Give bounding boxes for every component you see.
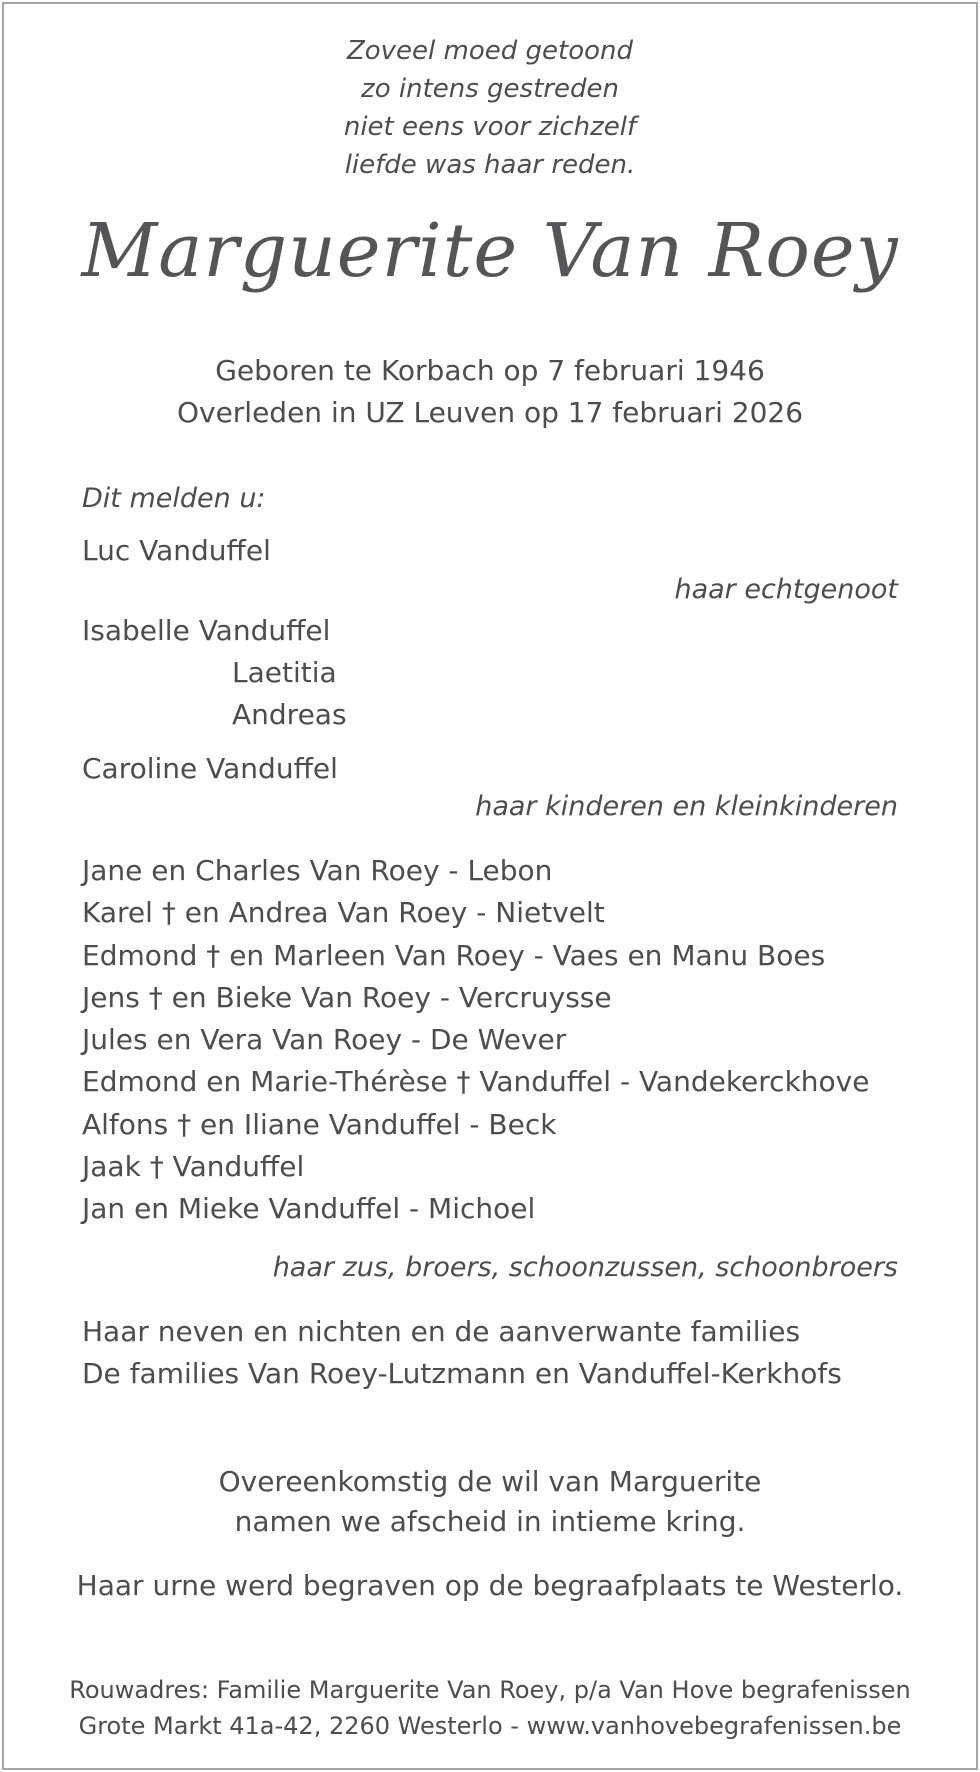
siblings-relation: haar zus, broers, schoonzussen, schoonbroers bbox=[272, 1252, 898, 1283]
poem-line: niet eens voor zichzelf bbox=[343, 112, 637, 142]
sibling-line: Edmond † en Marleen Van Roey - Vaes en Manu Boes bbox=[82, 938, 826, 972]
life-dates bbox=[0, 350, 980, 434]
mourning-address bbox=[0, 1672, 980, 1744]
address-line: Grote Markt 41a-42, 2260 Westerlo - www.vanhovebegrafenissen.be bbox=[78, 1712, 902, 1740]
sibling-line: Jaak † Vanduffel bbox=[82, 1150, 305, 1184]
grandchild-name: Laetitia bbox=[232, 656, 337, 689]
poem-line: Zoveel moed getoond bbox=[346, 36, 634, 66]
burial-line: Haar urne werd begraven op de begraafplaats te Westerlo. bbox=[76, 1569, 904, 1602]
sibling-line: Alfons † en Iliane Vanduffel - Beck bbox=[82, 1107, 557, 1141]
poem bbox=[0, 32, 980, 184]
closing-line: Overeenkomstig de wil van Marguerite bbox=[218, 1465, 762, 1498]
sibling-line: Karel † en Andrea Van Roey - Nietvelt bbox=[82, 896, 605, 930]
children-relation: haar kinderen en kleinkinderen bbox=[475, 791, 898, 822]
child-name: Isabelle Vanduffel bbox=[82, 614, 331, 647]
sibling-line: Jules en Vera Van Roey - De Wever bbox=[82, 1023, 567, 1057]
deceased-name: Marguerite Van Roey bbox=[81, 208, 899, 294]
child-name: Caroline Vanduffel bbox=[82, 752, 338, 785]
spouse-relation: haar echtgenoot bbox=[674, 574, 898, 605]
family-line: De families Van Roey-Lutzmann en Vanduffel-Kerkhofs bbox=[82, 1357, 842, 1391]
grandchild-name: Andreas bbox=[232, 698, 347, 731]
poem-line: zo intens gestreden bbox=[361, 74, 619, 104]
intro-label: Dit melden u: bbox=[82, 483, 266, 514]
death-line: Overleden in UZ Leuven op 17 februari 2026 bbox=[176, 396, 804, 429]
families-list bbox=[82, 1311, 842, 1396]
birth-line: Geboren te Korbach op 7 februari 1946 bbox=[215, 354, 765, 387]
family-line: Haar neven en nichten en de aanverwante families bbox=[82, 1315, 801, 1348]
sibling-line: Edmond en Marie-Thérèse † Vanduffel - Vandekerckhove bbox=[82, 1065, 870, 1099]
sibling-line: Jane en Charles Van Roey - Lebon bbox=[82, 854, 553, 887]
poem-line: liefde was haar reden. bbox=[344, 150, 636, 180]
sibling-line: Jan en Mieke Vanduffel - Michoel bbox=[82, 1192, 536, 1226]
sibling-line: Jens † en Bieke Van Roey - Vercruysse bbox=[82, 980, 612, 1014]
closing-line: namen we afscheid in intieme kring. bbox=[234, 1505, 746, 1538]
spouse-name: Luc Vanduffel bbox=[82, 534, 271, 567]
address-line: Rouwadres: Familie Marguerite Van Roey, p/a Van Hove begrafenissen bbox=[69, 1676, 911, 1704]
siblings-list bbox=[82, 850, 869, 1231]
